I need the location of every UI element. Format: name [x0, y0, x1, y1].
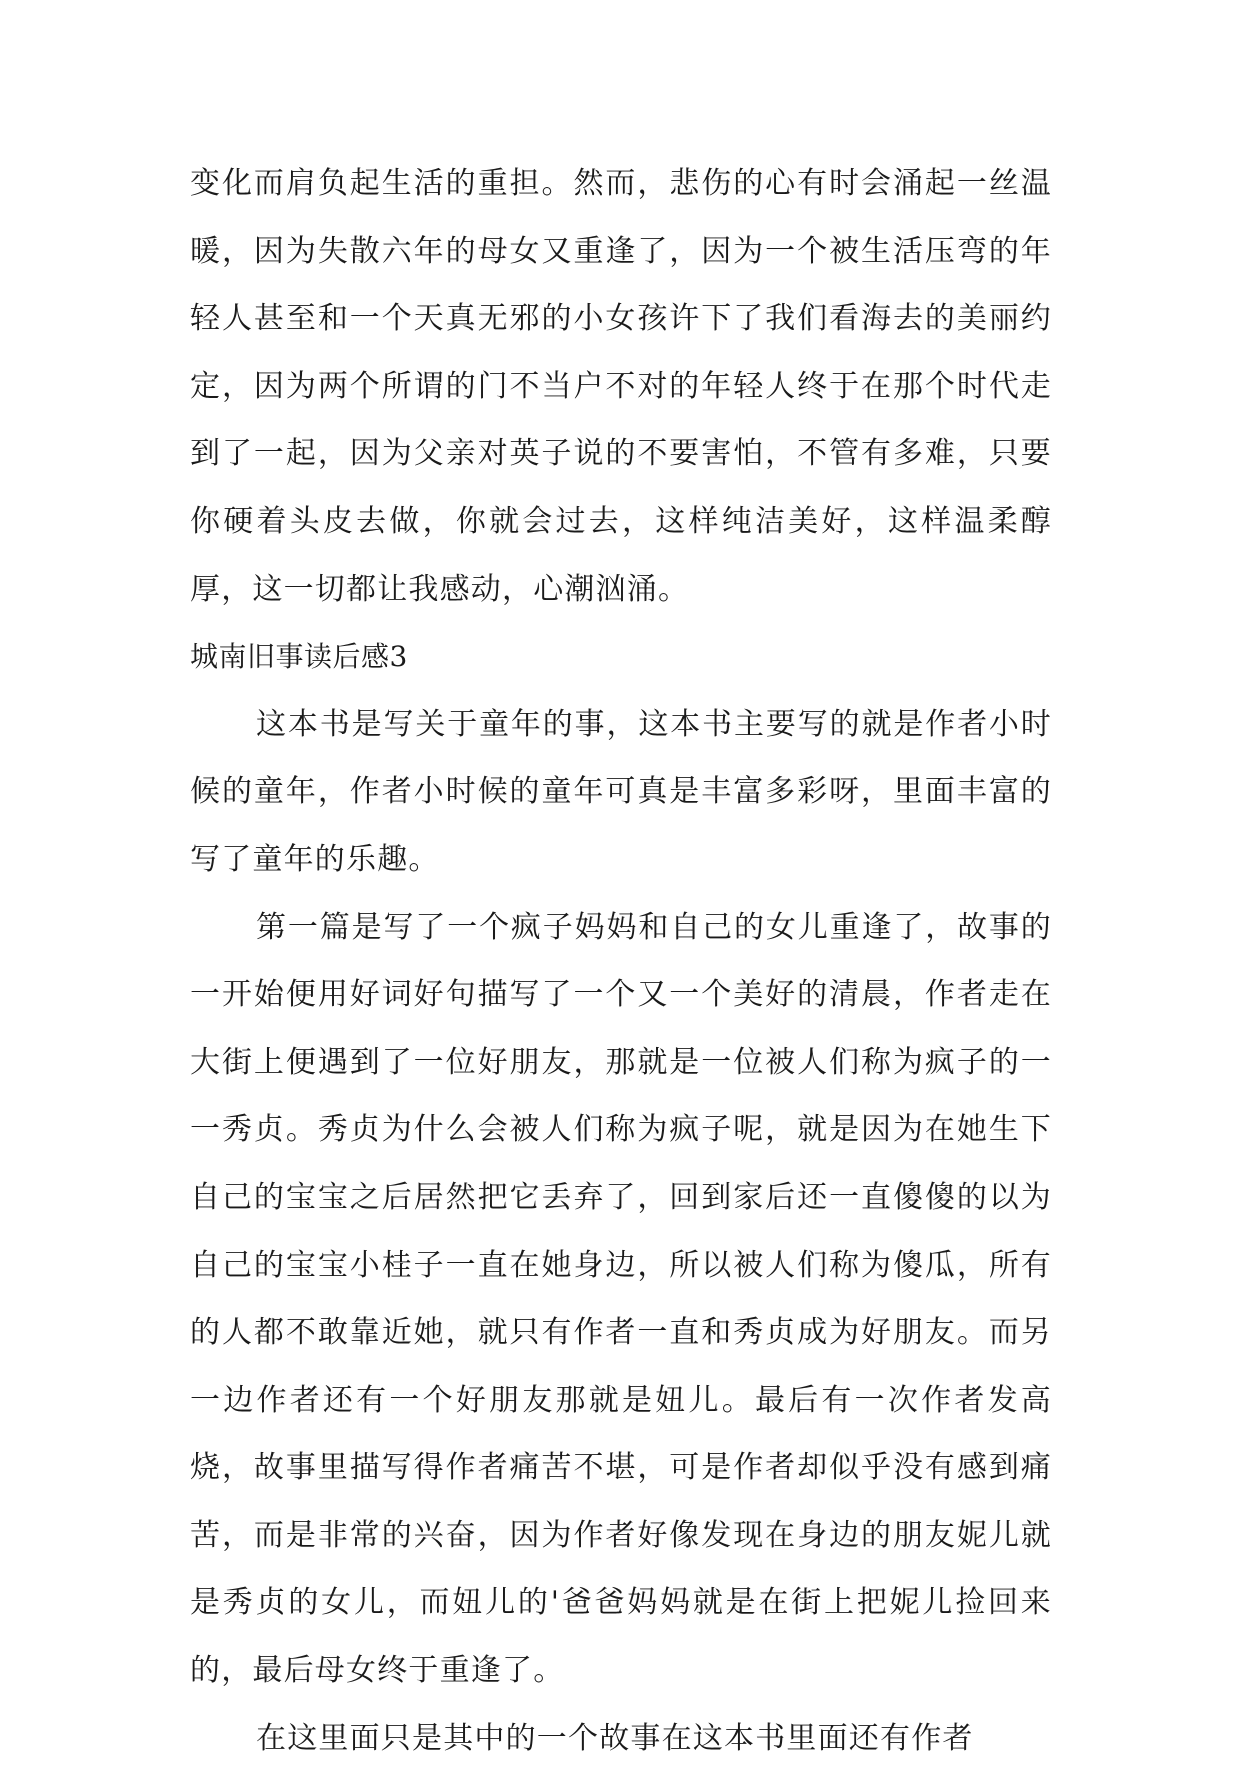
body-paragraph: 第一篇是写了一个疯子妈妈和自己的女儿重逢了，故事的一开始便用好词好句描写了一个又一个美好的清晨，作者走在大街上便遇到了一位好朋友，那就是一位被人们称为疯子的一一秀贞。秀贞为什么会被人们称为疯子呢，就是因为在她生下自己的宝宝之后居然把它丢弃了，回到家后还一直傻傻的以为自己的宝宝小桂子一直在她身边，所以被人们称为傻瓜，所有的人都不敢靠近她，就只有作者一直和秀贞成为好朋友。而另一边作者还有一个好朋友那就是妞儿。最后有一次作者发高烧，故事里描写得作者痛苦不堪，可是作者却似乎没有感到痛苦，而是非常的兴奋，因为作者好像发现在身边的朋友妮儿就是秀贞的女儿，而妞儿的'爸爸妈妈就是在街上把妮儿捡回来的，最后母女终于重逢了。 — [190, 909, 1052, 1689]
body-paragraph: 这本书是写关于童年的事，这本书主要写的就是作者小时候的童年，作者小时候的童年可真是丰富多彩呀，里面丰富的写了童年的乐趣。 — [190, 706, 1052, 877]
document-page — [190, 150, 1052, 1772]
section-title: 城南旧事读后感3 — [190, 640, 408, 674]
body-paragraph: 在这里面只是其中的一个故事在这本书里面还有作者 — [256, 1720, 974, 1756]
body-paragraph: 变化而肩负起生活的重担。然而，悲伤的心有时会涌起一丝温暖，因为失散六年的母女又重逢了，因为一个被生活压弯的年轻人甚至和一个天真无邪的小女孩许下了我们看海去的美丽约定，因为两个所谓的门不当户不对的年轻人终于在那个时代走到了一起，因为父亲对英子说的不要害怕，不管有多难，只要你硬着头皮去做，你就会过去，这样纯洁美好，这样温柔醇厚，这一切都让我感动，心潮汹涌。 — [190, 166, 1052, 607]
